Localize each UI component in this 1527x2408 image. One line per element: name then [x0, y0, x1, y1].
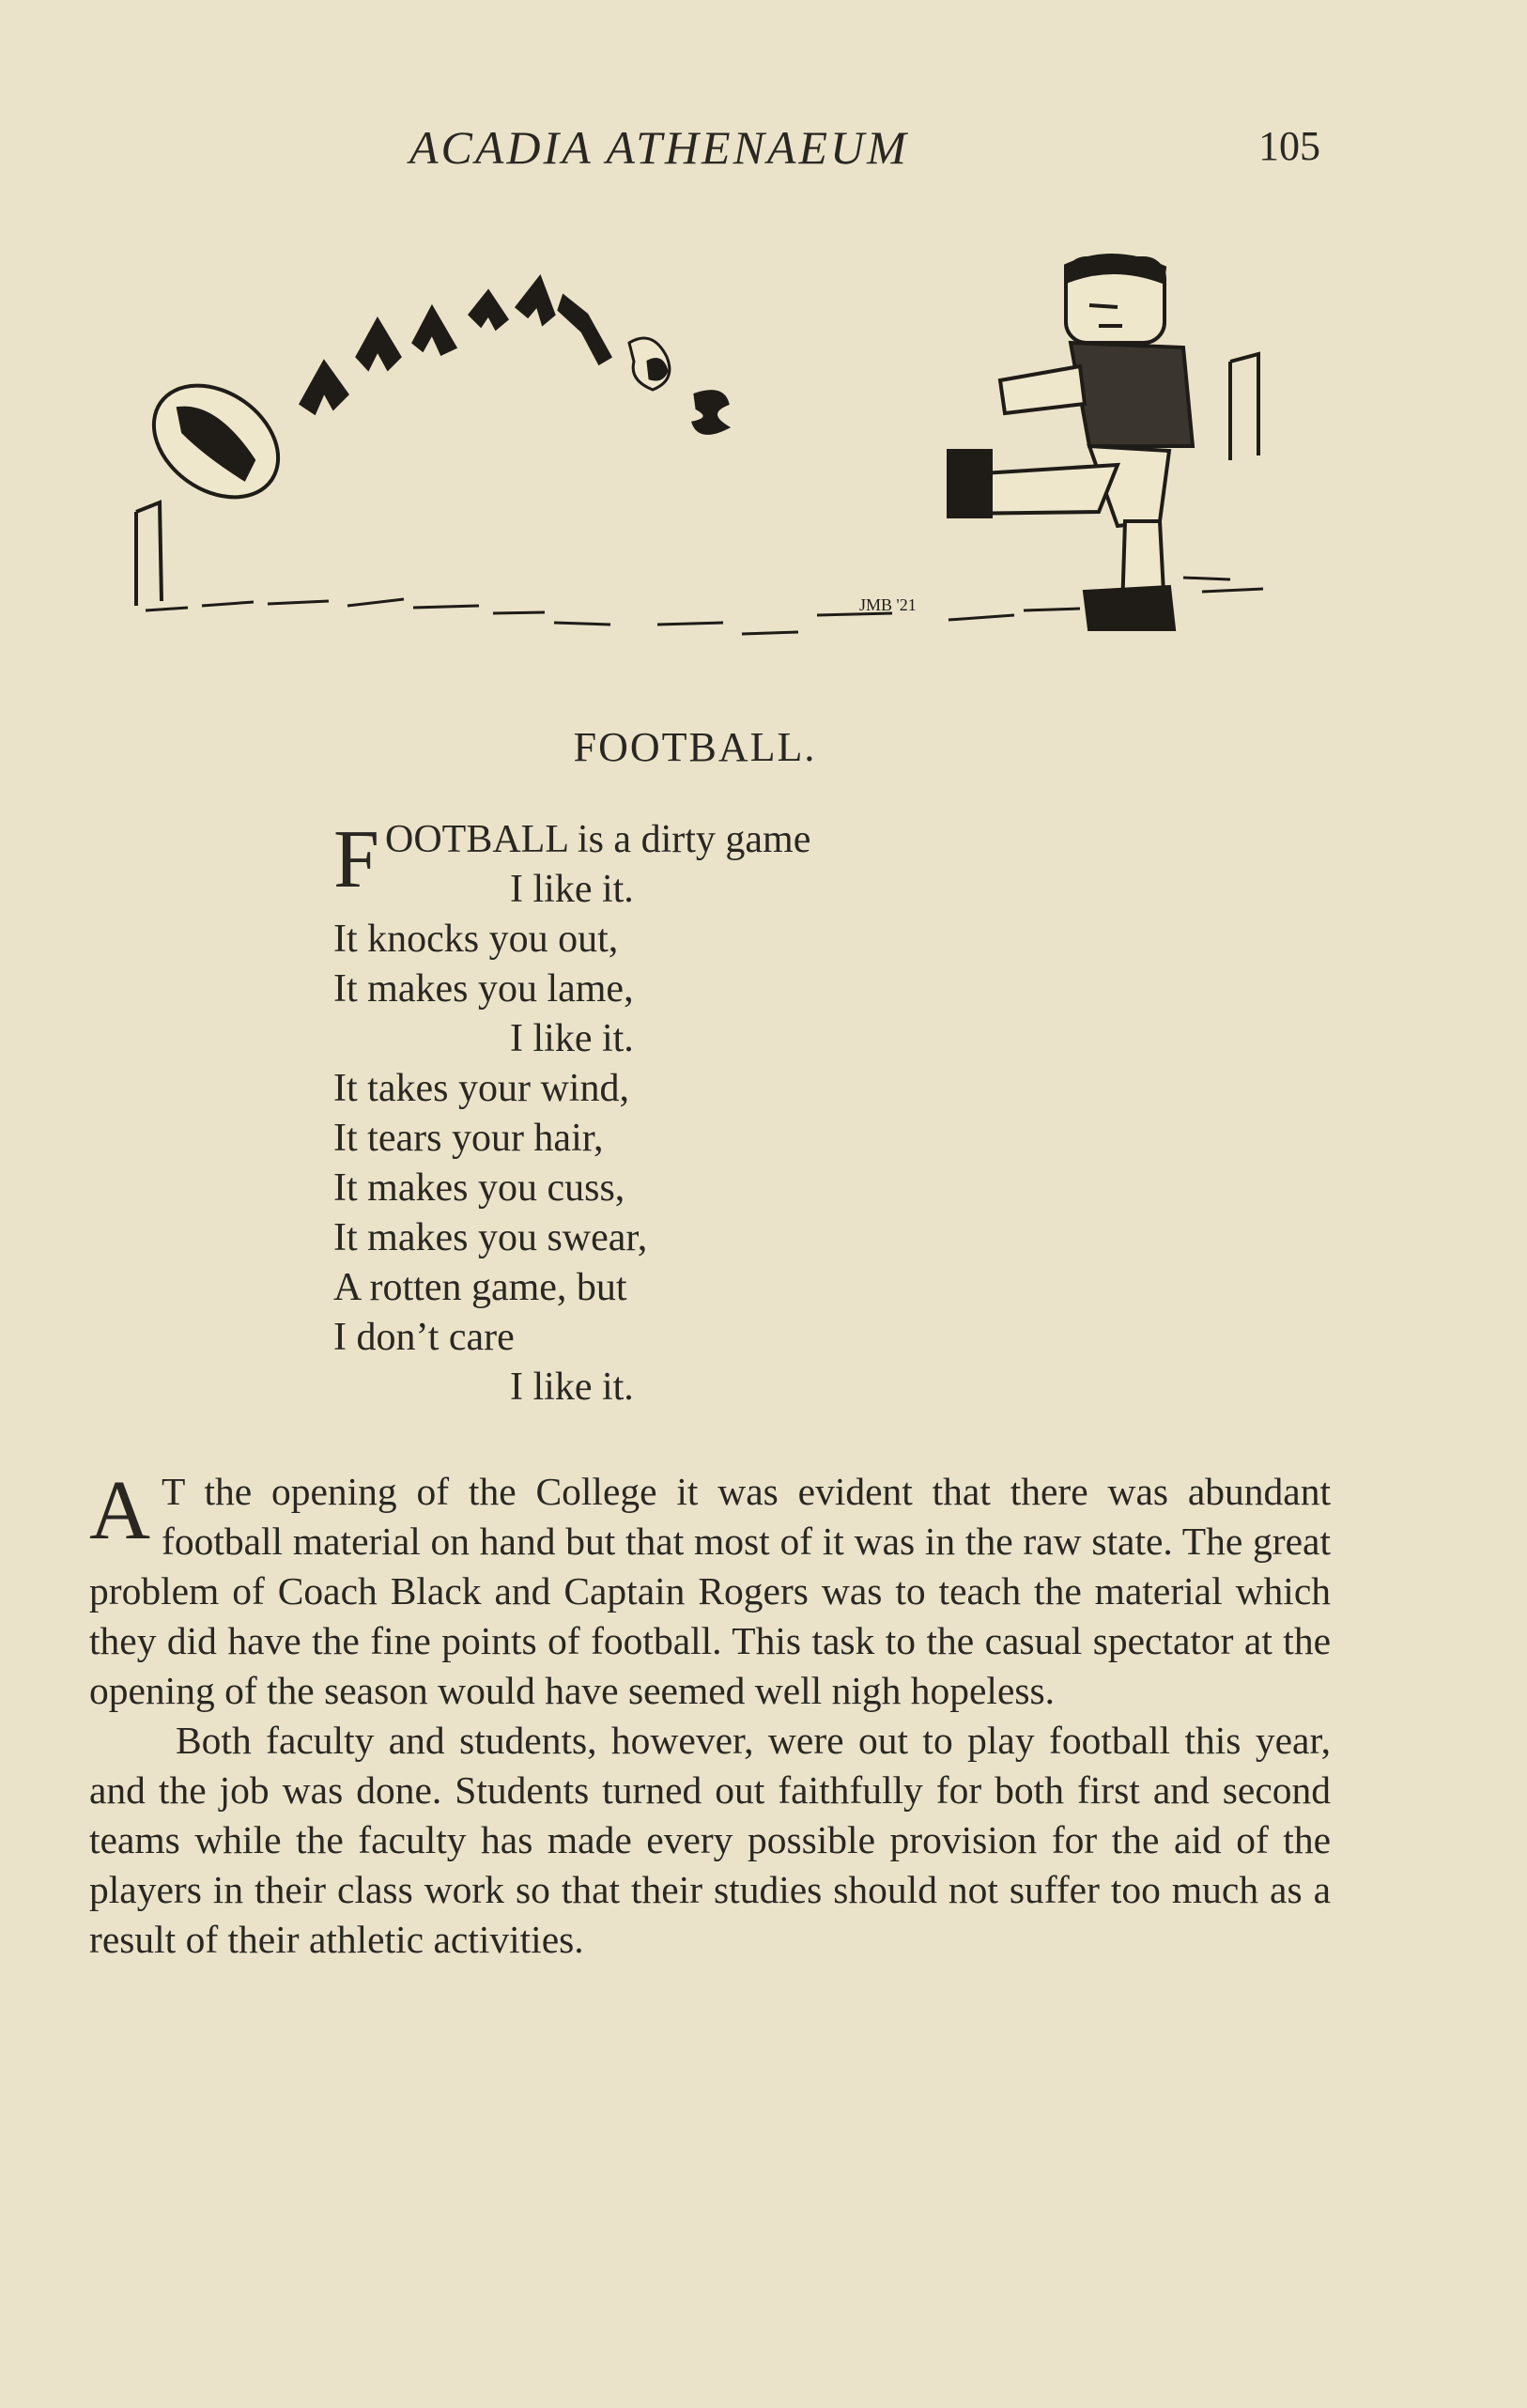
illustration-signature: JMB '21 — [859, 595, 917, 614]
poem-line: It tears your hair, — [333, 1117, 604, 1160]
paragraph: Both faculty and students, however, were out to play football this year, and the job was done. Students turned out faithfully for both first and second teams while the faculty has made every possible provision for the aid of the players in their class work so that their studies should not suffer too much as a result of their athletic activities. — [89, 1719, 1331, 1961]
poem-line: It knocks you out, — [333, 918, 619, 961]
paragraph-text: T the opening of the College it was evident that there was abundant football material on hand but that most of it was in the raw state. The great problem of Coach Black and Captain Rogers was to teach the material which they did have the fine points of football. This task to the casual spectator at the opening of the season would have seemed well nigh hopeless. — [89, 1470, 1331, 1712]
drop-cap: F — [333, 814, 379, 905]
poem-line: I like it. — [510, 1366, 634, 1409]
athletics-illustration — [122, 239, 1296, 662]
drop-cap: A — [89, 1464, 150, 1557]
kicker-figure — [949, 255, 1193, 629]
poem-line: It makes you cuss, — [333, 1166, 625, 1210]
article-body — [89, 1464, 1331, 1965]
poem-line: A rotten game, but — [333, 1266, 627, 1309]
poem-line-text: OOTBALL is a dirty game — [385, 818, 811, 861]
banner-letters — [301, 277, 728, 433]
poem-line: It makes you lame, — [333, 967, 634, 1011]
poem-line: I like it. — [510, 868, 634, 911]
goal-post-icon — [136, 502, 162, 606]
poem-line: I don’t care — [333, 1316, 515, 1359]
poem-line: It takes your wind, — [333, 1067, 629, 1110]
football-icon — [132, 363, 300, 520]
goal-post-icon — [1230, 354, 1258, 460]
poem-line: It makes you swear, — [333, 1216, 648, 1259]
page-number: 105 — [1258, 123, 1320, 169]
journal-title: ACADIA ATHENAEUM — [409, 121, 909, 174]
poem-line: I like it. — [510, 1017, 634, 1060]
poem — [333, 815, 1085, 1412]
running-head — [0, 120, 1527, 177]
section-title: FOOTBALL. — [573, 724, 817, 770]
paragraph — [89, 1464, 1331, 1716]
